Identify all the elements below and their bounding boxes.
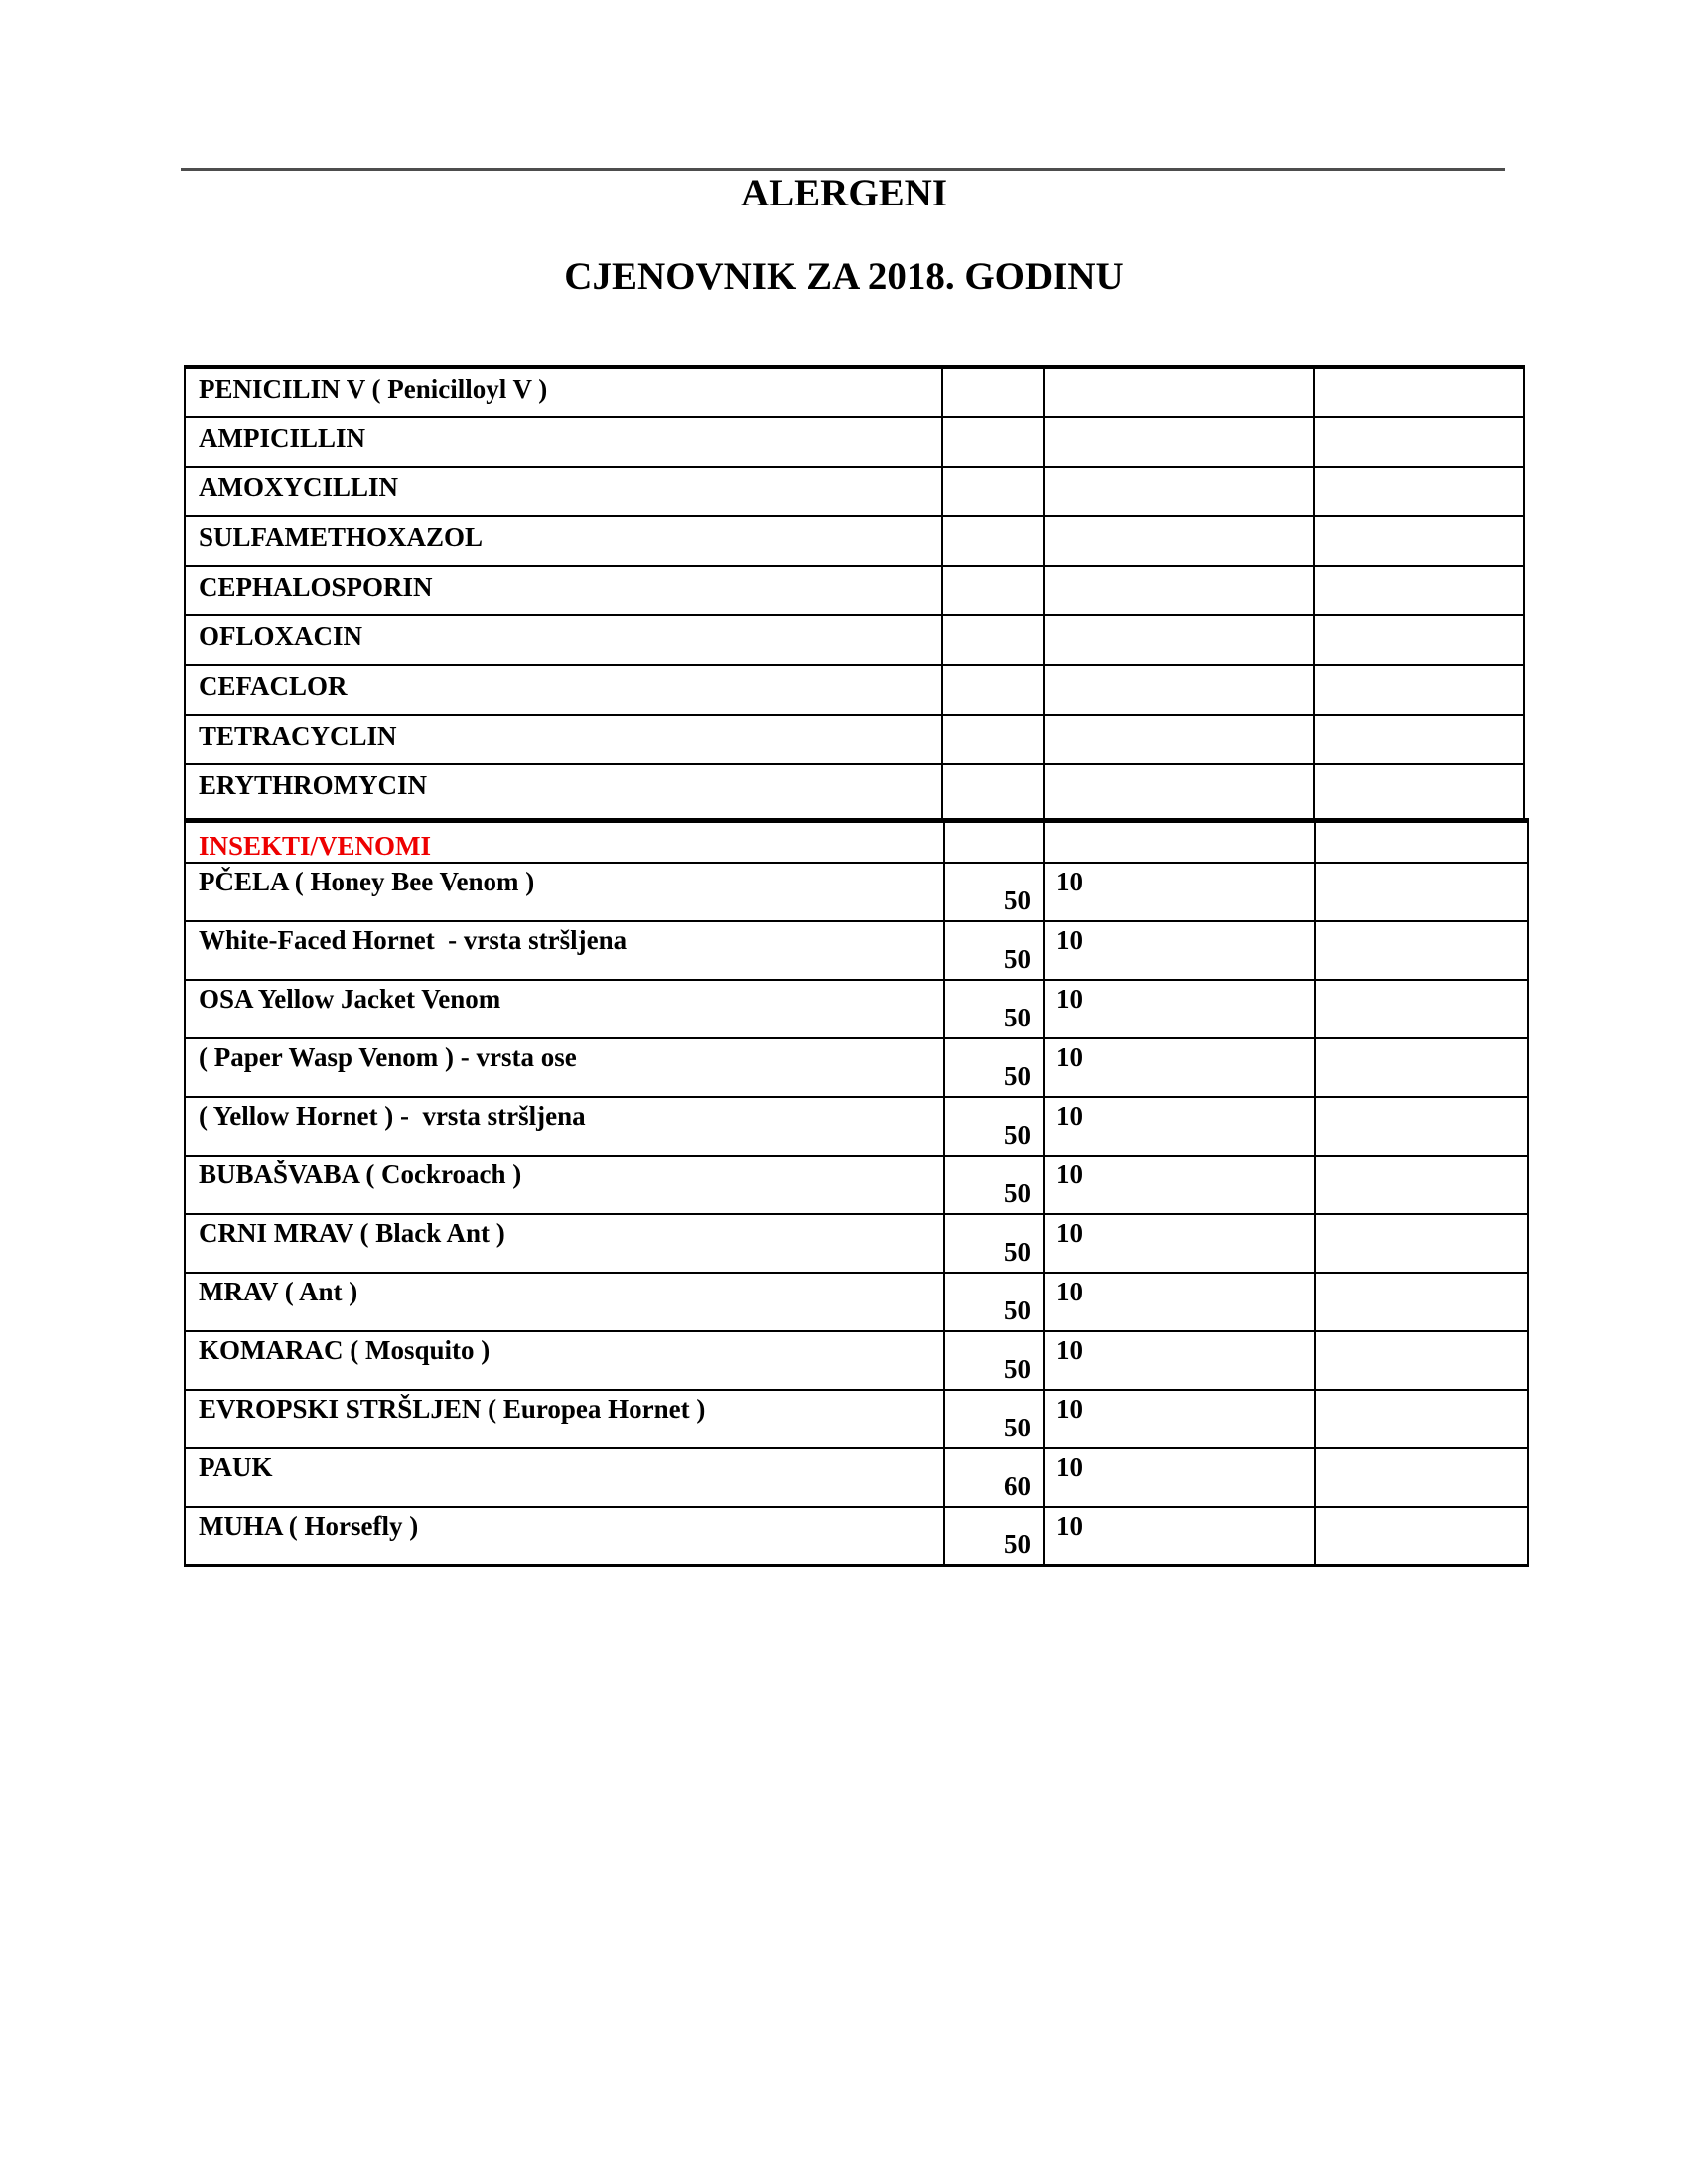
value-cell	[1044, 1156, 1315, 1214]
table-row	[185, 1156, 1528, 1214]
empty-cell	[1044, 467, 1314, 516]
empty-cell	[1044, 566, 1314, 615]
empty-cell	[1315, 1273, 1528, 1331]
insect-name-cell	[185, 1448, 944, 1507]
insect-name-cell	[185, 1214, 944, 1273]
insect-name-cell	[185, 1038, 944, 1097]
value-50: 50	[1004, 1177, 1031, 1208]
empty-cell	[1315, 1214, 1528, 1273]
allergen-name-cell	[185, 367, 942, 417]
insect-name-cell	[185, 980, 944, 1038]
value-cell	[1044, 1331, 1315, 1390]
empty-cell	[1044, 367, 1314, 417]
value-cell	[1044, 863, 1315, 921]
table-row	[185, 764, 1524, 820]
empty-cell	[942, 467, 1044, 516]
table-row	[185, 417, 1524, 467]
allergen-name-cell	[185, 764, 942, 820]
value-cell	[1044, 980, 1315, 1038]
empty-cell	[1314, 764, 1524, 820]
value-cell	[1044, 1038, 1315, 1097]
empty-cell	[1315, 863, 1528, 921]
insect-name: KOMARAC ( Mosquito )	[199, 1334, 491, 1365]
value-10: 10	[1056, 1393, 1083, 1424]
insect-name: ( Yellow Hornet ) - vrsta stršljena	[199, 1100, 586, 1131]
table-row	[185, 1038, 1528, 1097]
table-row	[185, 1390, 1528, 1448]
empty-cell	[1315, 1448, 1528, 1507]
empty-cell	[1314, 467, 1524, 516]
value-50: 50	[1004, 1412, 1031, 1442]
value-cell	[944, 863, 1044, 921]
value-10: 10	[1056, 983, 1083, 1014]
empty-cell	[1314, 665, 1524, 715]
insect-name-cell	[185, 863, 944, 921]
allergen-name-cell	[185, 467, 942, 516]
allergen-name-cell	[185, 715, 942, 764]
table-row	[185, 467, 1524, 516]
value-10: 10	[1056, 1217, 1083, 1248]
empty-cell	[1044, 516, 1314, 566]
table-row	[185, 1273, 1528, 1331]
empty-cell	[1314, 367, 1524, 417]
empty-cell	[1315, 1097, 1528, 1156]
table-row	[185, 1331, 1528, 1390]
allergen-name: TETRACYCLIN	[199, 721, 397, 751]
value-cell	[1044, 1390, 1315, 1448]
empty-cell	[942, 615, 1044, 665]
empty-cell	[1044, 615, 1314, 665]
allergen-name-cell	[185, 516, 942, 566]
empty-cell	[1315, 980, 1528, 1038]
allergen-name: SULFAMETHOXAZOL	[199, 522, 484, 552]
value-cell	[1044, 1273, 1315, 1331]
value-50: 50	[1004, 1529, 1031, 1559]
insect-name: PAUK	[199, 1451, 273, 1482]
section-header-cell	[185, 821, 944, 863]
empty-cell	[942, 715, 1044, 764]
value-cell	[944, 1507, 1044, 1566]
empty-cell	[942, 764, 1044, 820]
value-cell	[1044, 1448, 1315, 1507]
insect-name: PČELA ( Honey Bee Venom )	[199, 866, 535, 896]
value-cell	[944, 1331, 1044, 1390]
allergen-name-cell	[185, 417, 942, 467]
insect-name-cell	[185, 1331, 944, 1390]
table-row	[185, 615, 1524, 665]
value-cell	[944, 1038, 1044, 1097]
empty-cell	[1315, 821, 1528, 863]
table-row	[185, 980, 1528, 1038]
empty-cell	[1315, 1390, 1528, 1448]
empty-cell	[1315, 1331, 1528, 1390]
value-10: 10	[1056, 1334, 1083, 1365]
value-cell	[1044, 1214, 1315, 1273]
value-cell	[944, 1273, 1044, 1331]
value-50: 50	[1004, 885, 1031, 915]
value-50: 50	[1004, 1295, 1031, 1325]
empty-cell	[942, 566, 1044, 615]
allergen-name: AMPICILLIN	[199, 423, 366, 453]
allergen-name-cell	[185, 566, 942, 615]
allergen-name: PENICILIN V ( Penicilloyl V )	[199, 374, 548, 404]
value-10: 10	[1056, 1276, 1083, 1306]
empty-cell	[944, 821, 1044, 863]
table-row	[185, 921, 1528, 980]
value-50: 50	[1004, 943, 1031, 974]
table-row	[185, 566, 1524, 615]
insect-name-cell	[185, 1156, 944, 1214]
empty-cell	[1044, 665, 1314, 715]
value-50: 50	[1004, 1353, 1031, 1384]
table-row	[185, 516, 1524, 566]
table-row	[185, 367, 1524, 417]
allergen-name: OFLOXACIN	[199, 621, 363, 651]
value-50: 50	[1004, 1060, 1031, 1091]
table-row	[185, 1214, 1528, 1273]
insect-name-cell	[185, 1097, 944, 1156]
value-10: 10	[1056, 1159, 1083, 1189]
empty-cell	[1044, 715, 1314, 764]
antibiotics-table	[184, 365, 1525, 821]
empty-cell	[942, 417, 1044, 467]
empty-cell	[942, 516, 1044, 566]
value-10: 10	[1056, 1451, 1083, 1482]
value-50: 50	[1004, 1236, 1031, 1267]
allergen-name: CEPHALOSPORIN	[199, 572, 433, 602]
value-10: 10	[1056, 1041, 1083, 1072]
value-cell	[944, 921, 1044, 980]
allergen-name: CEFACLOR	[199, 671, 348, 701]
value-cell	[944, 1390, 1044, 1448]
table-row	[185, 1097, 1528, 1156]
value-50: 50	[1004, 1119, 1031, 1150]
allergen-name: AMOXYCILLIN	[199, 473, 399, 502]
insects-table	[184, 818, 1529, 1567]
document-title: ALERGENI	[740, 172, 948, 214]
empty-cell	[1314, 417, 1524, 467]
allergen-name: ERYTHROMYCIN	[199, 770, 428, 800]
empty-cell	[1044, 821, 1315, 863]
insect-name-cell	[185, 1273, 944, 1331]
empty-cell	[1315, 1038, 1528, 1097]
insect-name-cell	[185, 921, 944, 980]
section-header-row	[185, 821, 1528, 863]
table-row	[185, 1448, 1528, 1507]
value-cell	[944, 1214, 1044, 1273]
insect-name-cell	[185, 1507, 944, 1566]
value-cell	[1044, 1097, 1315, 1156]
insect-name: EVROPSKI STRŠLJEN ( Europea Hornet )	[199, 1393, 706, 1424]
value-cell	[1044, 1507, 1315, 1566]
value-10: 10	[1056, 1100, 1083, 1131]
empty-cell	[1314, 566, 1524, 615]
value-cell	[944, 1156, 1044, 1214]
insect-name: ( Paper Wasp Venom ) - vrsta ose	[199, 1041, 577, 1072]
value-cell	[1044, 921, 1315, 980]
empty-cell	[1044, 417, 1314, 467]
insect-name: BUBAŠVABA ( Cockroach )	[199, 1159, 522, 1189]
empty-cell	[1315, 921, 1528, 980]
empty-cell	[1314, 715, 1524, 764]
insect-name: MUHA ( Horsefly )	[199, 1510, 419, 1541]
insect-name: CRNI MRAV ( Black Ant )	[199, 1217, 505, 1248]
value-50: 50	[1004, 1002, 1031, 1032]
document-subtitle: CJENOVNIK ZA 2018. GODINU	[564, 255, 1124, 298]
allergen-name-cell	[185, 615, 942, 665]
value-cell	[944, 980, 1044, 1038]
empty-cell	[942, 367, 1044, 417]
empty-cell	[1044, 764, 1314, 820]
table-row	[185, 665, 1524, 715]
value-cell	[944, 1097, 1044, 1156]
insect-name: OSA Yellow Jacket Venom	[199, 983, 501, 1014]
insect-name: MRAV ( Ant )	[199, 1276, 358, 1306]
table-row	[185, 715, 1524, 764]
insect-name: White-Faced Hornet - vrsta stršljena	[199, 924, 628, 955]
empty-cell	[1315, 1507, 1528, 1566]
empty-cell	[1314, 615, 1524, 665]
table-row	[185, 863, 1528, 921]
table-row	[185, 1507, 1528, 1566]
empty-cell	[1314, 516, 1524, 566]
value-cell	[944, 1448, 1044, 1507]
value-60: 60	[1004, 1470, 1031, 1501]
value-10: 10	[1056, 924, 1083, 955]
insect-name-cell	[185, 1390, 944, 1448]
section-header: INSEKTI/VENOMI	[199, 831, 432, 862]
allergen-name-cell	[185, 665, 942, 715]
empty-cell	[942, 665, 1044, 715]
value-10: 10	[1056, 1510, 1083, 1541]
empty-cell	[1315, 1156, 1528, 1214]
value-10: 10	[1056, 866, 1083, 896]
